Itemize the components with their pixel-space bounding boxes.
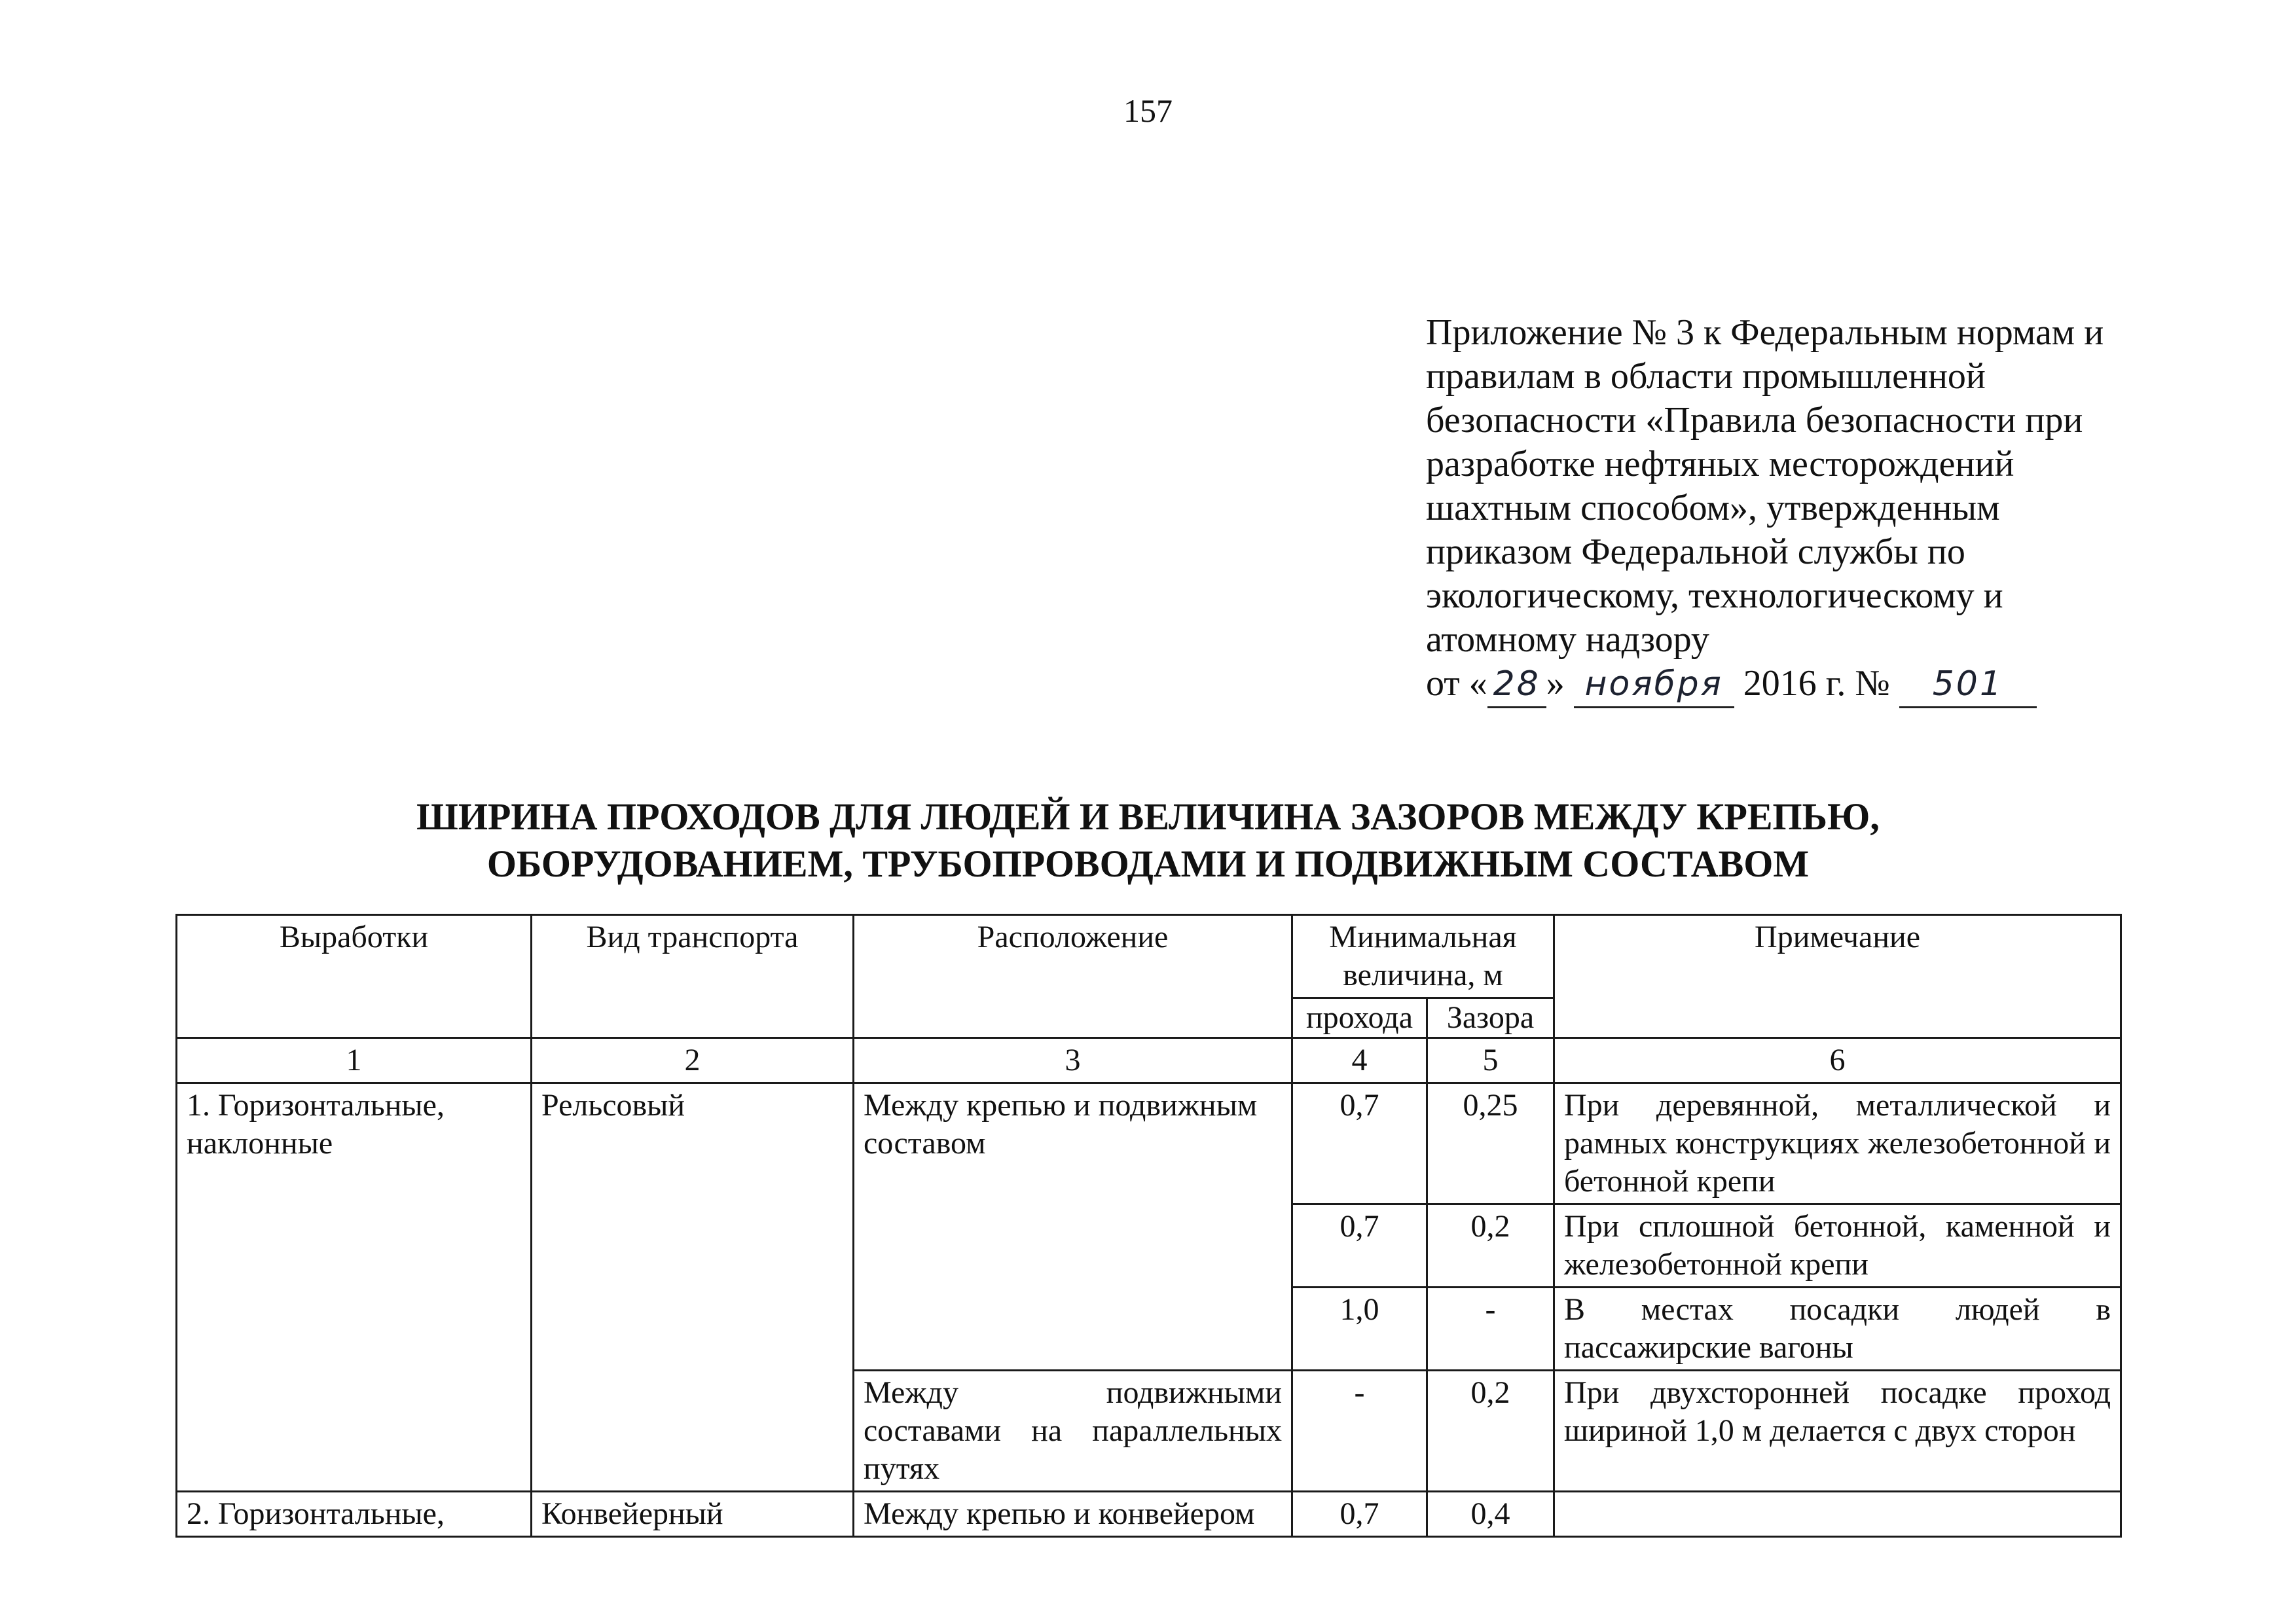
quote-close: » bbox=[1546, 663, 1565, 704]
table-row bbox=[177, 1492, 2121, 1537]
appendix-line: Приложение № 3 к Федеральным нормам и bbox=[1426, 312, 2104, 353]
column-number: 6 bbox=[1554, 1038, 2121, 1083]
workings-cell: 1. Горизонтальные, наклонные bbox=[177, 1083, 532, 1492]
column-number: 4 bbox=[1292, 1038, 1427, 1083]
passage-cell: 0,7 bbox=[1292, 1204, 1427, 1288]
note-cell: При двухсторонней посадке проход шириной 1,0 м делается с двух сторон bbox=[1554, 1371, 2121, 1492]
passage-cell: 1,0 bbox=[1292, 1288, 1427, 1371]
note-line: пассажирские вагоны bbox=[1564, 1330, 1853, 1365]
handwritten-day: 28 bbox=[1487, 662, 1546, 708]
table-row bbox=[177, 1083, 2121, 1204]
note-cell bbox=[1554, 1288, 2121, 1371]
workings-cell: 2. Горизонтальные, bbox=[177, 1492, 532, 1537]
note-line: В местах посадки людей в bbox=[1564, 1292, 2111, 1327]
title-line: ШИРИНА ПРОХОДОВ ДЛЯ ЛЮДЕЙ И ВЕЛИЧИНА ЗАЗОРОВ МЕЖДУ КРЕПЬЮ, bbox=[416, 795, 1880, 838]
clearance-table bbox=[175, 914, 2122, 1538]
transport-cell: Конвейерный bbox=[532, 1492, 854, 1537]
note-cell: При деревянной, металлической и рамных конструкциях железобетонной и бетонной крепи bbox=[1554, 1083, 2121, 1204]
header-gap: Зазора bbox=[1427, 998, 1554, 1038]
appendix-line: правилам в области промышленной bbox=[1426, 356, 1986, 397]
header-note: Примечание bbox=[1554, 915, 2121, 1038]
appendix-line: безопасности «Правила безопасности при bbox=[1426, 400, 2083, 441]
appendix-line: разработке нефтяных месторождений bbox=[1426, 444, 2014, 484]
gap-cell: 0,2 bbox=[1427, 1371, 1554, 1492]
gap-cell: 0,25 bbox=[1427, 1083, 1554, 1204]
transport-cell: Рельсовый bbox=[532, 1083, 854, 1492]
header-passage: прохода bbox=[1292, 998, 1427, 1038]
column-number: 1 bbox=[177, 1038, 532, 1083]
title-line: ОБОРУДОВАНИЕМ, ТРУБОПРОВОДАМИ И ПОДВИЖНЫМ СОСТАВОМ bbox=[486, 842, 1810, 885]
column-number: 2 bbox=[532, 1038, 854, 1083]
header-row bbox=[177, 915, 2121, 998]
handwritten-month: ноября bbox=[1574, 662, 1734, 708]
appendix-line: шахтным способом», утвержденным bbox=[1426, 488, 2000, 528]
document-title bbox=[0, 793, 2296, 888]
passage-cell: 0,7 bbox=[1292, 1492, 1427, 1537]
gap-cell: 0,4 bbox=[1427, 1492, 1554, 1537]
appendix-header bbox=[1426, 311, 2185, 708]
appendix-line: приказом Федеральной службы по bbox=[1426, 532, 1965, 572]
location-cell: Между крепью и конвейером bbox=[854, 1492, 1292, 1537]
page-number: 157 bbox=[1123, 92, 1173, 129]
column-number-row bbox=[177, 1038, 2121, 1083]
order-date-line bbox=[1426, 662, 2185, 708]
header-min-value: Минимальная величина, м bbox=[1292, 915, 1554, 998]
year-text: 2016 г. № bbox=[1743, 663, 1890, 704]
passage-cell: 0,7 bbox=[1292, 1083, 1427, 1204]
column-number: 3 bbox=[854, 1038, 1292, 1083]
gap-cell: - bbox=[1427, 1288, 1554, 1371]
passage-cell: - bbox=[1292, 1371, 1427, 1492]
location-cell: Между подвижными составами на параллельных путях bbox=[854, 1371, 1292, 1492]
note-cell bbox=[1554, 1492, 2121, 1537]
handwritten-order-number: 501 bbox=[1899, 662, 2037, 708]
header-workings: Выработки bbox=[177, 915, 532, 1038]
appendix-line: экологическому, технологическому и bbox=[1426, 575, 2003, 616]
column-number: 5 bbox=[1427, 1038, 1554, 1083]
location-cell: Между крепью и подвижным составом bbox=[854, 1083, 1292, 1371]
appendix-line: атомному надзору bbox=[1426, 619, 1709, 660]
date-prefix: от « bbox=[1426, 663, 1487, 704]
note-cell: При сплошной бетонной, каменной и железобетонной крепи bbox=[1554, 1204, 2121, 1288]
gap-cell: 0,2 bbox=[1427, 1204, 1554, 1288]
header-location: Расположение bbox=[854, 915, 1292, 1038]
header-transport: Вид транспорта bbox=[532, 915, 854, 1038]
